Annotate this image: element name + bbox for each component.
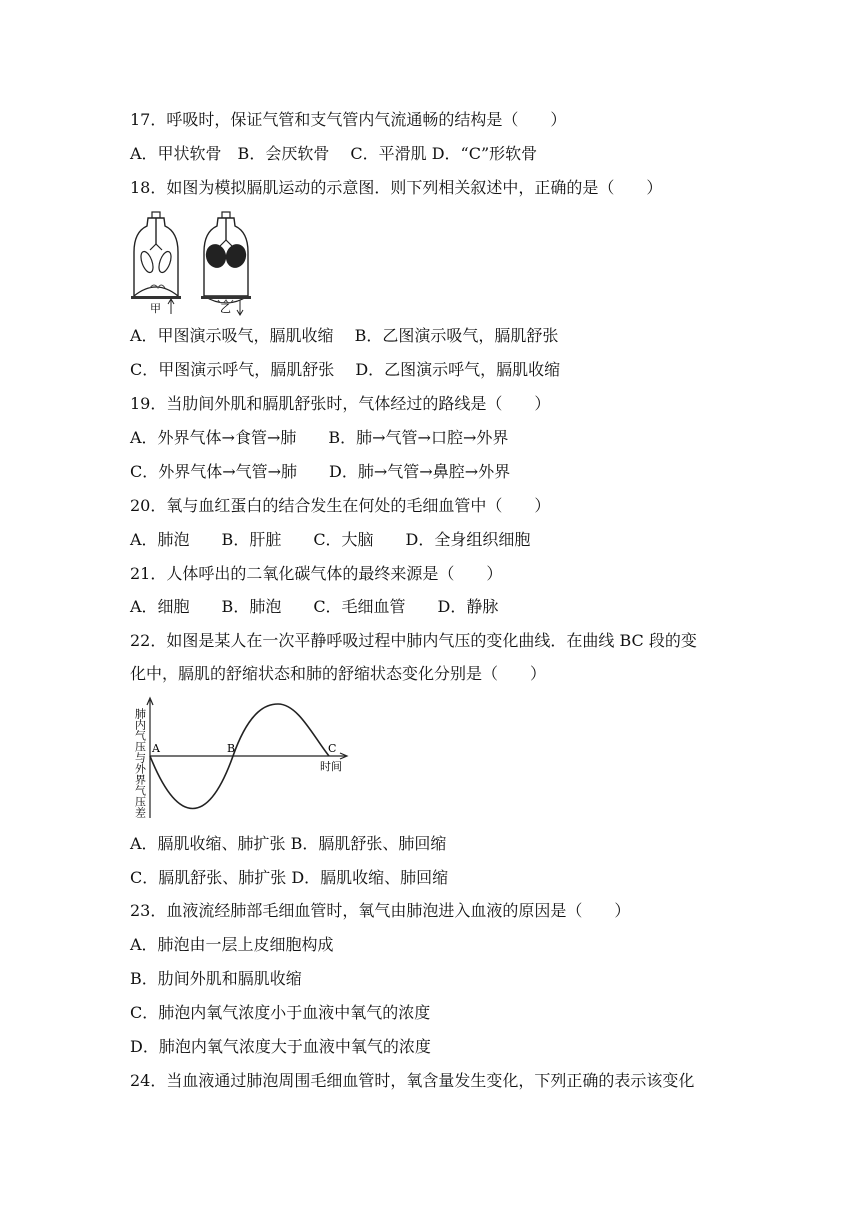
point-b-label: B [227,742,236,755]
bell-jar-jia [131,212,181,315]
q18-option-cd: C．甲图演示呼气，膈肌舒张 D．乙图演示呼气，膈肌收缩 [130,360,561,379]
y-axis-label: 肺内气压与外界气压差 [133,708,147,818]
bell-jar-yi [201,212,251,315]
q23-option-c: C．肺泡内氧气浓度小于血液中氧气的浓度 [130,1003,431,1022]
point-a-label: A [152,742,160,755]
q18-stem: 18．如图为模拟膈肌运动的示意图．则下列相关叙述中，正确的是（ ） [130,178,663,197]
q20-stem: 20．氧与血红蛋白的结合发生在何处的毛细血管中（ ） [130,496,551,515]
q21-stem: 21．人体呼出的二氧化碳气体的最终来源是（ ） [130,564,503,583]
q23-stem: 23．血液流经肺部毛细血管时，氧气由肺泡进入血液的原因是（ ） [130,901,631,920]
q19-stem: 19．当肋间外肌和膈肌舒张时，气体经过的路线是（ ） [130,394,551,413]
q22-option-cd: C．膈肌舒张、肺扩张 D．膈肌收缩、肺回缩 [130,868,449,887]
q21-options: A．细胞 B．肺泡 C．毛细血管 D．静脉 [130,597,499,616]
x-axis-label: 时间 [320,760,342,773]
bell-jar-diagram [128,210,268,318]
q19-option-cd: C．外界气体→气管→肺 D．肺→气管→鼻腔→外界 [130,462,511,481]
q22-option-ab: A．膈肌收缩、肺扩张 B．膈肌舒张、肺回缩 [130,834,447,853]
q17-stem: 17．呼吸时，保证气管和支气管内气流通畅的结构是（ ） [130,110,567,129]
q20-options: A．肺泡 B．肝脏 C．大脑 D．全身组织细胞 [130,530,531,549]
q18-option-ab: A．甲图演示吸气，膈肌收缩 B．乙图演示吸气，膈肌舒张 [130,326,559,345]
q22-stem-line1: 22．如图是某人在一次平静呼吸过程中肺内气压的变化曲线．在曲线 BC 段的变 [130,631,697,650]
q23-option-a: A．肺泡由一层上皮细胞构成 [130,935,334,954]
q23-option-b: B．肋间外肌和膈肌收缩 [130,969,302,988]
label-jia: 甲 [150,302,161,315]
q19-option-ab: A．外界气体→食管→肺 B．肺→气管→口腔→外界 [130,428,509,447]
point-c-label: C [328,742,337,755]
label-yi: 乙 [220,302,231,315]
pressure-curve-figure [128,696,353,822]
q17-options: A．甲状软骨 B．会厌软骨 C．平滑肌 D．“C”形软骨 [130,144,538,163]
q24-stem: 24．当血液通过肺泡周围毛细血管时，氧含量发生变化，下列正确的表示该变化 [130,1071,695,1090]
q23-option-d: D．肺泡内氧气浓度大于血液中氧气的浓度 [130,1037,431,1056]
q22-stem-line2: 化中，膈肌的舒缩状态和肺的舒缩状态变化分别是（ ） [130,664,547,683]
